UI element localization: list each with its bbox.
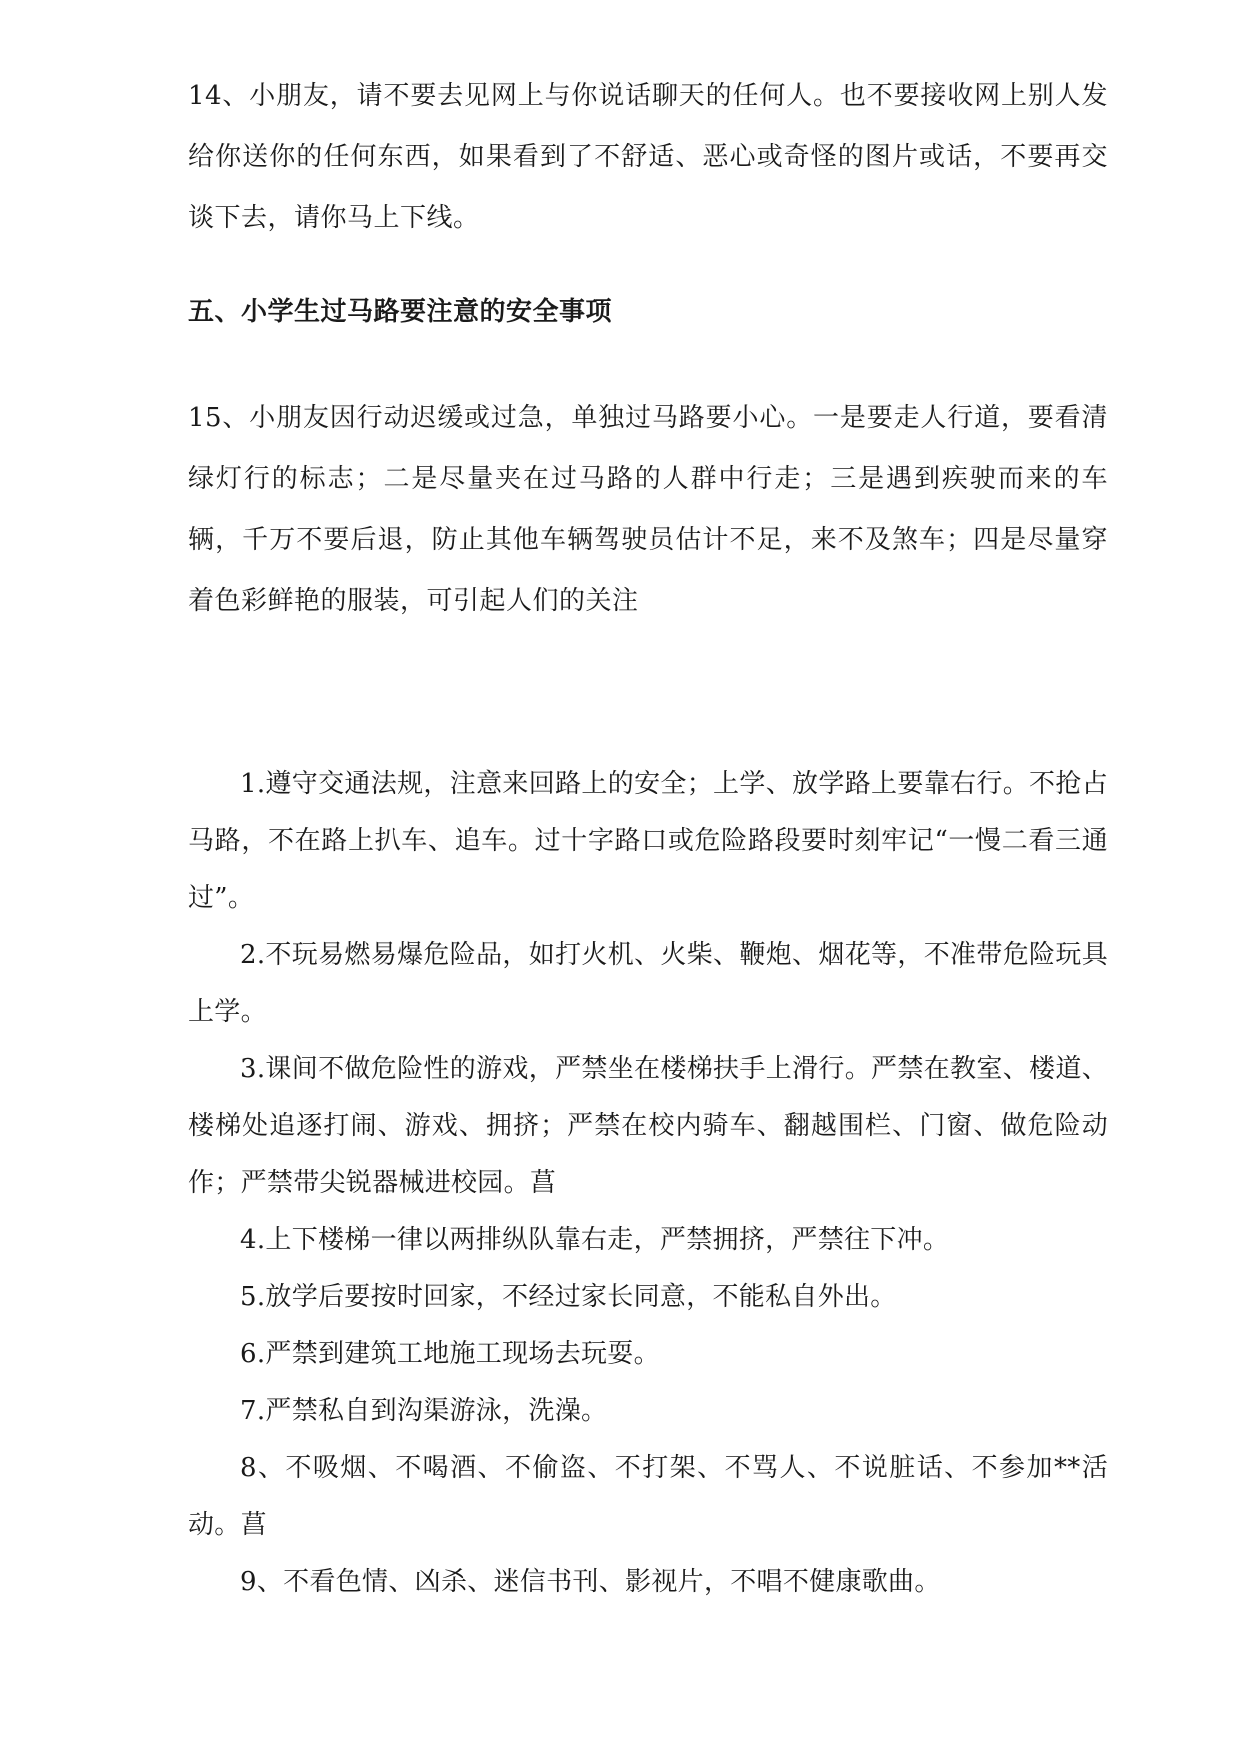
rule-item-5: 5.放学后要按时回家，不经过家长同意，不能私自外出。 (240, 1282, 897, 1312)
safety-rules-list (188, 756, 1108, 1611)
paragraph-15: 15、小朋友因行动迟缓或过急，单独过马路要小心。一是要走人行道，要看清绿灯行的标志；二是尽量夹在过马路的人群中行走；三是遇到疾驶而来的车辆，千万不要后退，防止其他车辆驾驶员估计不足，来不及煞车；四是尽量穿着色彩鲜艳的服装，可引起人们的关注 (188, 403, 1108, 616)
road-crossing-section (188, 388, 1108, 632)
rule-item-7: 7.严禁私自到沟渠游泳，洗澡。 (240, 1396, 608, 1426)
section-five-heading: 五、小学生过马路要注意的安全事项 (188, 297, 613, 327)
rule-item-6: 6.严禁到建筑工地施工现场去玩耍。 (240, 1339, 660, 1369)
paragraph-14: 14、小朋友，请不要去见网上与你说话聊天的任何人。也不要接收网上别人发给你送你的任何东西，如果看到了不舒适、恶心或奇怪的图片或话，不要再交谈下去，请你马上下线。 (188, 81, 1108, 233)
rule-item-9: 9、不看色情、凶杀、迷信书刊、影视片，不唱不健康歌曲。 (240, 1567, 941, 1597)
rule-item-1: 1.遵守交通法规，注意来回路上的安全；上学、放学路上要靠右行。不抢占马路，不在路上扒车、追车。过十字路口或危险路段要时刻牢记“一慢二看三通过”。 (188, 769, 1108, 913)
rule-item-8: 8、不吸烟、不喝酒、不偷盗、不打架、不骂人、不说脏话、不参加**活动。菖 (188, 1453, 1108, 1540)
rule-item-3: 3.课间不做危险性的游戏，严禁坐在楼梯扶手上滑行。严禁在教室、楼道、楼梯处追逐打闹、游戏、拥挤；严禁在校内骑车、翻越围栏、门窗、做危险动作；严禁带尖锐器械进校园。菖 (188, 1054, 1108, 1198)
rule-item-4: 4.上下楼梯一律以两排纵队靠右走，严禁拥挤，严禁往下冲。 (240, 1225, 950, 1255)
rule-item-2: 2.不玩易燃易爆危险品，如打火机、火柴、鞭炮、烟花等，不准带危险玩具上学。 (188, 940, 1108, 1027)
internet-safety-section (188, 66, 1108, 249)
